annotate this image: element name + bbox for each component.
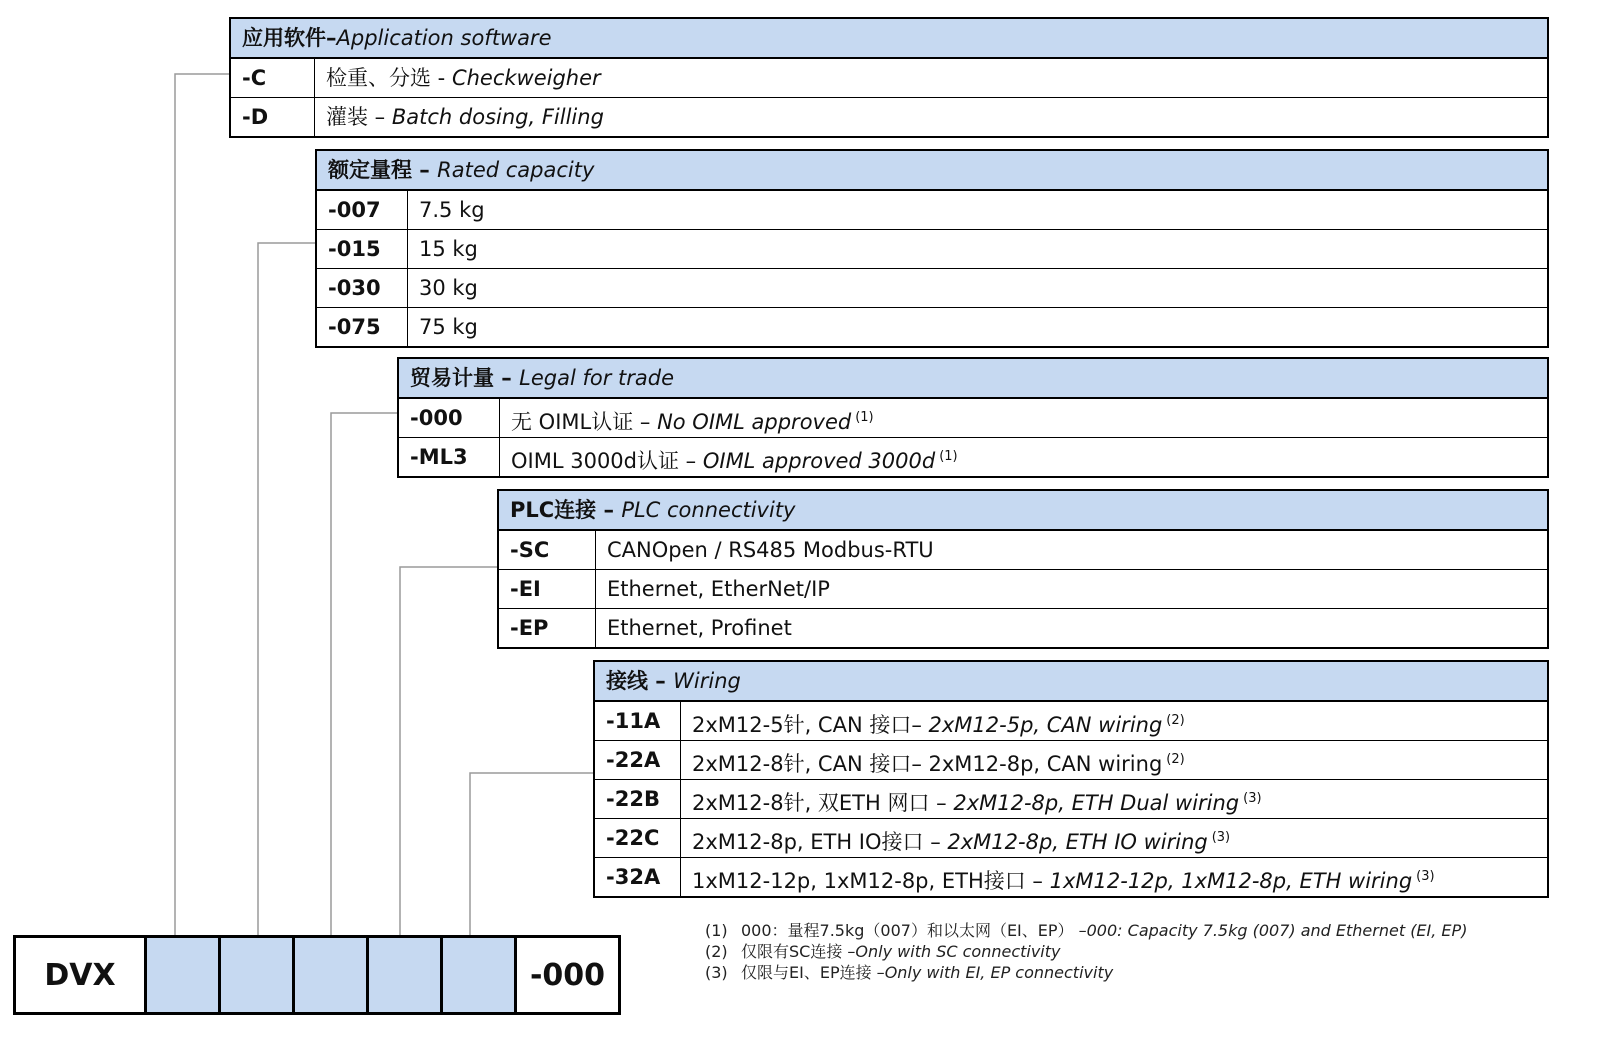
header-cn: 应用软件–: [242, 26, 337, 50]
option-desc-en: 2xM12-5p, CAN wiring: [928, 713, 1163, 737]
footnote-text-cn: 仅限与EI、EP连接 –: [741, 963, 885, 982]
option-code: -D: [231, 98, 315, 136]
header-cn: 接线 –: [606, 669, 674, 693]
option-row: [317, 269, 1547, 308]
option-row: [595, 819, 1547, 858]
header-en: Legal for trade: [519, 366, 674, 390]
option-desc-cn: 2xM12-8针, 双ETH 网口 –: [692, 791, 954, 815]
footnotes: [705, 920, 1467, 983]
model-suffix: -000: [529, 957, 606, 993]
model-slot-legal: [295, 938, 369, 1012]
section-header: [231, 19, 1547, 59]
option-code: -SC: [499, 531, 596, 569]
model-code-bar: [13, 935, 621, 1015]
option-code: -32A: [595, 858, 681, 896]
option-desc-en: 2xM12-8p, ETH Dual wiring: [953, 791, 1240, 815]
option-row: [595, 702, 1547, 741]
option-row: [317, 230, 1547, 269]
option-code: -007: [317, 191, 408, 229]
footnote-ref: (2): [1166, 713, 1185, 728]
footnote-ref: (1): [855, 410, 874, 425]
option-row: [231, 98, 1547, 136]
option-desc-en: Checkweigher: [451, 66, 601, 90]
header-cn: 额定量程 –: [328, 158, 438, 182]
section-legal-for-trade: [397, 357, 1549, 478]
section-header: [399, 359, 1547, 399]
option-desc: 75 kg: [419, 315, 478, 339]
option-desc: Ethernet, Profinet: [607, 616, 792, 640]
option-desc-cn: OIML 3000d认证 –: [511, 449, 703, 473]
option-row: [399, 438, 1547, 476]
footnote-text-en: Only with SC connectivity: [855, 942, 1061, 961]
option-code: -22A: [595, 741, 681, 779]
header-en: Wiring: [673, 669, 741, 693]
option-row: [231, 59, 1547, 98]
option-desc-en: OIML approved 3000d: [702, 449, 936, 473]
option-desc-cn: 2xM12-8针, CAN 接口– 2xM12-8p, CAN wiring: [692, 752, 1163, 776]
option-code: -030: [317, 269, 408, 307]
option-code: -075: [317, 308, 408, 346]
section-wiring: [593, 660, 1549, 898]
section-header: [499, 491, 1547, 531]
option-desc-cn: 2xM12-5针, CAN 接口–: [692, 713, 929, 737]
option-desc-en: 2xM12-8p, ETH IO wiring: [947, 830, 1208, 854]
footnote-ref: (2): [1166, 752, 1185, 767]
option-row: [595, 741, 1547, 780]
footnote-text-cn: 000：量程7.5kg（007）和以太网（EI、EP） –: [741, 921, 1087, 940]
footnote-number: (2): [705, 942, 728, 961]
option-code: -11A: [595, 702, 681, 740]
option-desc: 30 kg: [419, 276, 478, 300]
footnote-ref: (1): [939, 449, 958, 464]
header-cn: 贸易计量 –: [410, 366, 520, 390]
option-code: -ML3: [399, 438, 500, 476]
option-row: [499, 570, 1547, 609]
option-code: -EI: [499, 570, 596, 608]
option-desc: Ethernet, EtherNet/IP: [607, 577, 830, 601]
section-application-software: [229, 17, 1549, 138]
section-header: [317, 151, 1547, 191]
option-desc: 7.5 kg: [419, 198, 485, 222]
model-slot-plc: [369, 938, 443, 1012]
connector-capacity: [258, 243, 317, 936]
model-prefix: DVX: [16, 938, 147, 1012]
footnote-item: [705, 962, 1467, 983]
option-desc-en: No OIML approved: [657, 410, 852, 434]
option-desc-en: Batch dosing, Filling: [391, 105, 604, 129]
option-code: -22C: [595, 819, 681, 857]
connector-legal: [331, 413, 399, 936]
footnote-number: (1): [705, 921, 728, 940]
footnote-ref: (3): [1211, 830, 1231, 845]
option-desc-cn: 灌装 –: [326, 105, 392, 129]
option-code: -EP: [499, 609, 596, 647]
footnote-number: (3): [705, 963, 728, 982]
model-slot-wiring: [443, 938, 517, 1012]
option-row: [499, 609, 1547, 647]
option-row: [399, 399, 1547, 438]
footnote-ref: (3): [1243, 791, 1262, 806]
option-desc-cn: 检重、分选 -: [326, 66, 452, 90]
option-desc-cn: 2xM12-8p, ETH IO接口 –: [692, 830, 948, 854]
option-row: [499, 531, 1547, 570]
option-row: [595, 780, 1547, 819]
connector-application: [175, 74, 231, 936]
option-row: [595, 858, 1547, 896]
option-row: [317, 308, 1547, 346]
connector-plc: [400, 567, 499, 936]
option-row: [317, 191, 1547, 230]
option-desc: 15 kg: [419, 237, 478, 261]
header-en: Application software: [336, 26, 552, 50]
connector-wiring: [470, 773, 595, 936]
footnote-ref: (3): [1416, 869, 1435, 884]
footnote-item: [705, 941, 1467, 962]
footnote-text-en: Only with EI, EP connectivity: [884, 963, 1114, 982]
option-code: -C: [231, 59, 315, 97]
option-desc-cn: 无 OIML认证 –: [511, 410, 658, 434]
option-code: -015: [317, 230, 408, 268]
section-rated-capacity: [315, 149, 1549, 348]
footnote-text-cn: 仅限有SC连接 –: [741, 942, 856, 961]
option-desc-cn: 1xM12-12p, 1xM12-8p, ETH接口 –: [692, 869, 1050, 893]
option-code: -22B: [595, 780, 681, 818]
footnote-item: [705, 920, 1467, 941]
footnote-text-en: 000: Capacity 7.5kg (007) and Ethernet (EI, EP): [1086, 921, 1468, 940]
section-plc-connectivity: [497, 489, 1549, 649]
header-en: PLC connectivity: [621, 498, 796, 522]
section-header: [595, 662, 1547, 702]
option-desc-en: 1xM12-12p, 1xM12-8p, ETH wiring: [1049, 869, 1413, 893]
option-code: -000: [399, 399, 500, 437]
model-slot-capacity: [221, 938, 295, 1012]
option-desc: CANOpen / RS485 Modbus-RTU: [607, 538, 934, 562]
header-cn: PLC连接 –: [510, 498, 622, 522]
header-en: Rated capacity: [437, 158, 595, 182]
model-slot-application: [147, 938, 221, 1012]
